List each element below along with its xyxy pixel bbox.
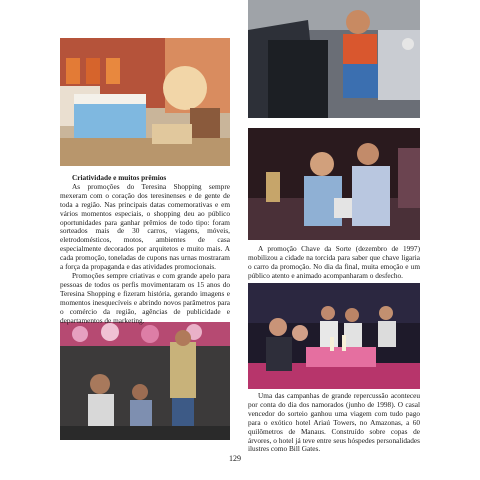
- caption-namorados-text: Uma das campanhas de grande repercussão aconteceu por conta do dia dos namorados (junho de 1998). O casal vencedor do sorteio ganhou uma viagem com tudo pago para o exótico hotel Ariaú Towers, no Amazonas, a 60 quilômetros de Manaus. Construído sobre copas de árvores, o hotel já teve entre seus hóspedes personalidades ilustres como Bill Gates.: [248, 391, 420, 454]
- article-paragraph-1: As promoções do Teresina Shopping sempre mexeram com o coração dos teresinenses e de gente de toda a região. Nas principais datas comemorativas e em vários momentos especiais, o shopping deu ao público oportunidades para ganhar prêmios de todo tipo: foram sorteados mais de 30 carros, viagens, móveis, eletrodomésticos, motos, ambientes de casa especialmente decorados por arquitetos e muito mais. A cada promoção, toneladas de cupons nas urnas mostraram a força da propaganda e das atividades promocionais.: [60, 181, 230, 272]
- prize-handover-photo: [248, 128, 420, 240]
- car-winner-photo: [248, 0, 420, 118]
- bedroom-prize-photo: [60, 38, 230, 166]
- dinner-couple-photo: [248, 283, 420, 389]
- crowd-photo: [60, 322, 230, 440]
- article-text: [60, 174, 230, 325]
- article-heading: Criatividade e muitos prêmios: [72, 173, 167, 182]
- caption-chave-da-sorte-text: A promoção Chave da Sorte (dezembro de 1997) mobilizou a cidade na torcida para saber que chave ligaria o carro da promoção. No dia da final, muita emoção e um público atento e animado acompanharam o desfecho.: [248, 244, 420, 280]
- page-number: 129: [229, 454, 241, 463]
- caption-chave-da-sorte: [248, 245, 420, 281]
- caption-namorados: [248, 392, 420, 454]
- article-paragraph-2: Promoções sempre criativas e com grande apelo para pessoas de todos os perfis movimentaram os 15 anos do Teresina Shopping e fizeram história, gerando imagens e momentos inesquecíveis e abrindo novos parâmetros para o comércio da região, agências de publicidade e departamentos de marketing.: [60, 270, 230, 325]
